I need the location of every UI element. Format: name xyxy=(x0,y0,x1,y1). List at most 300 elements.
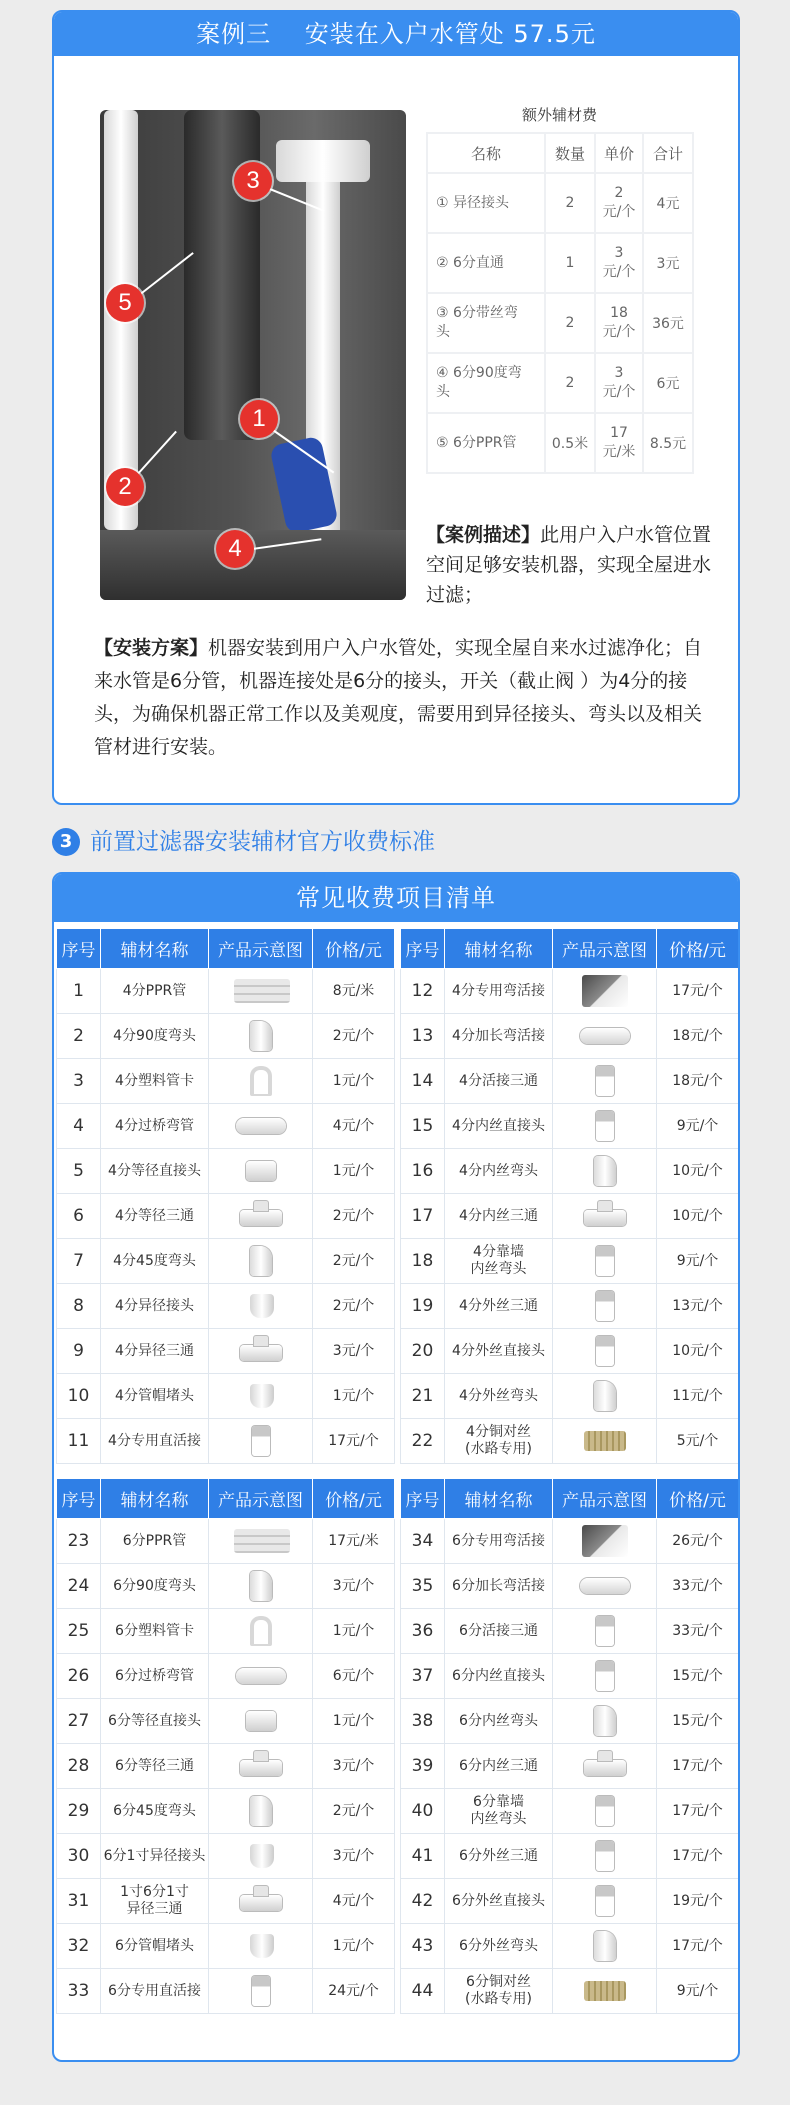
fee-item-total: 4元 xyxy=(643,173,693,233)
item-price: 17元/个 xyxy=(313,1419,395,1464)
item-price: 8元/米 xyxy=(313,969,395,1014)
item-price: 10元/个 xyxy=(657,1149,739,1194)
item-price: 26元/个 xyxy=(657,1519,739,1564)
item-image-cell xyxy=(553,1194,657,1239)
item-name: 6分1寸异径接头 xyxy=(101,1834,209,1879)
item-number: 27 xyxy=(57,1699,101,1744)
item-price: 24元/个 xyxy=(313,1969,395,2014)
header-price: 价格/元 xyxy=(313,1479,395,1519)
item-number: 44 xyxy=(401,1969,445,2014)
fee-item-name: ② 6分直通 xyxy=(427,233,545,293)
table-row xyxy=(57,1969,395,2014)
item-price: 2元/个 xyxy=(313,1284,395,1329)
fee-item-name: ⑤ 6分PPR管 xyxy=(427,413,545,473)
item-price: 17元/个 xyxy=(657,969,739,1014)
item-name: 4分管帽堵头 xyxy=(101,1374,209,1419)
case-description-text: 此用户入户水管位置空间足够安装机器，实现全屋进水过滤； xyxy=(426,524,712,606)
table-row xyxy=(57,1789,395,1834)
item-number: 40 xyxy=(401,1789,445,1834)
item-image-cell xyxy=(553,1564,657,1609)
case-description xyxy=(426,520,716,610)
table-row xyxy=(401,1789,739,1834)
item-name: 4分异径接头 xyxy=(101,1284,209,1329)
fitting-icon xyxy=(574,1793,636,1829)
item-name: 4分45度弯头 xyxy=(101,1239,209,1284)
table-row xyxy=(401,1329,739,1374)
fitting-icon xyxy=(230,1658,292,1694)
item-image-cell xyxy=(209,1059,313,1104)
item-number: 11 xyxy=(57,1419,101,1464)
fee-row xyxy=(427,233,693,293)
item-price: 11元/个 xyxy=(657,1374,739,1419)
item-price: 15元/个 xyxy=(657,1654,739,1699)
item-image-cell xyxy=(209,1014,313,1059)
section-number-badge: 3 xyxy=(52,828,80,856)
table-row xyxy=(401,1879,739,1924)
item-name: 6分活接三通 xyxy=(445,1609,553,1654)
fitting-icon xyxy=(230,1153,292,1189)
table-row xyxy=(401,1609,739,1654)
marker-5: 5 xyxy=(106,284,144,322)
fitting-icon xyxy=(230,1333,292,1369)
item-name: 6分等径三通 xyxy=(101,1744,209,1789)
fee-list-table xyxy=(400,928,739,1464)
item-price: 33元/个 xyxy=(657,1609,739,1654)
fitting-icon xyxy=(574,1928,636,1964)
table-row xyxy=(401,1374,739,1419)
table-row xyxy=(401,1104,739,1149)
table-row xyxy=(401,1924,739,1969)
fee-row xyxy=(427,293,693,353)
item-name: 4分外丝三通 xyxy=(445,1284,553,1329)
item-name: 4分过桥弯管 xyxy=(101,1104,209,1149)
item-price: 3元/个 xyxy=(313,1744,395,1789)
fee-row xyxy=(427,173,693,233)
item-number: 32 xyxy=(57,1924,101,1969)
item-image-cell xyxy=(553,1699,657,1744)
item-name: 6分专用直活接 xyxy=(101,1969,209,2014)
item-name: 4分等径直接头 xyxy=(101,1149,209,1194)
item-number: 8 xyxy=(57,1284,101,1329)
item-image-cell xyxy=(553,1284,657,1329)
item-number: 13 xyxy=(401,1014,445,1059)
item-number: 3 xyxy=(57,1059,101,1104)
item-name: 6分过桥弯管 xyxy=(101,1654,209,1699)
item-number: 17 xyxy=(401,1194,445,1239)
table-row xyxy=(57,1609,395,1654)
item-price: 15元/个 xyxy=(657,1699,739,1744)
item-price: 17元/个 xyxy=(657,1924,739,1969)
fitting-icon xyxy=(574,1658,636,1694)
fee-list-table xyxy=(400,1478,739,2014)
extra-fee-title: 额外辅材费 xyxy=(522,106,598,124)
table-row xyxy=(401,1654,739,1699)
fitting-icon xyxy=(574,1018,636,1054)
item-name: 6分塑料管卡 xyxy=(101,1609,209,1654)
fitting-icon xyxy=(230,1108,292,1144)
item-price: 17元/米 xyxy=(313,1519,395,1564)
item-name: 6分外丝三通 xyxy=(445,1834,553,1879)
item-name: 4分异径三通 xyxy=(101,1329,209,1374)
item-name: 6分靠墙 内丝弯头 xyxy=(445,1789,553,1834)
item-name: 4分内丝三通 xyxy=(445,1194,553,1239)
item-number: 24 xyxy=(57,1564,101,1609)
fitting-icon xyxy=(574,1568,636,1604)
item-name: 4分塑料管卡 xyxy=(101,1059,209,1104)
item-image-cell xyxy=(209,1519,313,1564)
item-price: 4元/个 xyxy=(313,1879,395,1924)
fitting-icon xyxy=(230,1973,292,2009)
section-title xyxy=(52,826,435,858)
item-image-cell xyxy=(209,1419,313,1464)
table-row xyxy=(57,1104,395,1149)
fitting-icon xyxy=(574,1288,636,1324)
item-image-cell xyxy=(209,1239,313,1284)
table-row xyxy=(57,1329,395,1374)
item-number: 31 xyxy=(57,1879,101,1924)
item-price: 17元/个 xyxy=(657,1744,739,1789)
case-card xyxy=(52,10,740,805)
item-image-cell xyxy=(209,1329,313,1374)
item-name: 4分PPR管 xyxy=(101,969,209,1014)
item-number: 19 xyxy=(401,1284,445,1329)
item-name: 4分等径三通 xyxy=(101,1194,209,1239)
item-image-cell xyxy=(209,1834,313,1879)
item-price: 9元/个 xyxy=(657,1239,739,1284)
header-material-name: 辅材名称 xyxy=(101,1479,209,1519)
item-image-cell xyxy=(209,1104,313,1149)
item-price: 18元/个 xyxy=(657,1059,739,1104)
fitting-icon xyxy=(230,1288,292,1324)
item-price: 17元/个 xyxy=(657,1834,739,1879)
item-number: 6 xyxy=(57,1194,101,1239)
item-number: 2 xyxy=(57,1014,101,1059)
item-name: 6分加长弯活接 xyxy=(445,1564,553,1609)
item-image-cell xyxy=(209,1699,313,1744)
item-image-cell xyxy=(209,1879,313,1924)
fee-header-name: 名称 xyxy=(427,133,545,173)
table-row xyxy=(401,1059,739,1104)
fitting-icon xyxy=(574,1108,636,1144)
table-row xyxy=(57,969,395,1014)
item-image-cell xyxy=(209,1564,313,1609)
item-image-cell xyxy=(553,1834,657,1879)
item-image-cell xyxy=(553,1789,657,1834)
item-name: 6分外丝弯头 xyxy=(445,1924,553,1969)
table-row xyxy=(57,1419,395,1464)
table-row xyxy=(401,1014,739,1059)
fitting-icon xyxy=(230,1613,292,1649)
fitting-icon xyxy=(574,1883,636,1919)
header-material-name: 辅材名称 xyxy=(445,1479,553,1519)
fee-header-total: 合计 xyxy=(643,133,693,173)
item-number: 12 xyxy=(401,969,445,1014)
fitting-icon xyxy=(230,1063,292,1099)
item-number: 38 xyxy=(401,1699,445,1744)
table-row xyxy=(57,1194,395,1239)
item-image-cell xyxy=(553,969,657,1014)
fitting-icon xyxy=(574,1153,636,1189)
item-price: 9元/个 xyxy=(657,1969,739,2014)
item-name: 4分铜对丝 (水路专用) xyxy=(445,1419,553,1464)
item-price: 1元/个 xyxy=(313,1149,395,1194)
fee-list-table xyxy=(56,1478,395,2014)
item-number: 14 xyxy=(401,1059,445,1104)
item-image-cell xyxy=(553,1654,657,1699)
fee-item-total: 8.5元 xyxy=(643,413,693,473)
header-material-name: 辅材名称 xyxy=(101,929,209,969)
table-row xyxy=(57,1519,395,1564)
item-name: 6分铜对丝 (水路专用) xyxy=(445,1969,553,2014)
item-name: 4分活接三通 xyxy=(445,1059,553,1104)
fitting-icon xyxy=(230,1928,292,1964)
table-header-row xyxy=(57,929,395,969)
item-name: 6分外丝直接头 xyxy=(445,1879,553,1924)
marker-2: 2 xyxy=(106,468,144,506)
fee-item-qty: 1 xyxy=(545,233,595,293)
item-image-cell xyxy=(553,1059,657,1104)
item-name: 4分外丝直接头 xyxy=(445,1329,553,1374)
item-name: 6分PPR管 xyxy=(101,1519,209,1564)
table-row xyxy=(401,1834,739,1879)
item-image-cell xyxy=(209,1789,313,1834)
fee-list-table xyxy=(56,928,395,1464)
item-price: 33元/个 xyxy=(657,1564,739,1609)
item-price: 1元/个 xyxy=(313,1059,395,1104)
item-number: 21 xyxy=(401,1374,445,1419)
item-name: 4分内丝直接头 xyxy=(445,1104,553,1149)
fitting-icon xyxy=(230,1568,292,1604)
item-price: 13元/个 xyxy=(657,1284,739,1329)
item-number: 25 xyxy=(57,1609,101,1654)
table-row xyxy=(57,1834,395,1879)
item-image-cell xyxy=(209,1149,313,1194)
table-row xyxy=(401,1419,739,1464)
fee-item-total: 6元 xyxy=(643,353,693,413)
table-row xyxy=(401,1969,739,2014)
item-number: 33 xyxy=(57,1969,101,2014)
fitting-icon xyxy=(574,1703,636,1739)
fee-item-name: ③ 6分带丝弯 头 xyxy=(427,293,545,353)
fee-item-unit: 3 元/个 xyxy=(595,233,643,293)
table-row xyxy=(57,1284,395,1329)
fitting-icon xyxy=(574,1378,636,1414)
item-number: 4 xyxy=(57,1104,101,1149)
table-row xyxy=(401,1744,739,1789)
item-name: 4分专用直活接 xyxy=(101,1419,209,1464)
item-image-cell xyxy=(209,1744,313,1789)
item-number: 15 xyxy=(401,1104,445,1149)
item-name: 6分管帽堵头 xyxy=(101,1924,209,1969)
item-name: 4分90度弯头 xyxy=(101,1014,209,1059)
header-price: 价格/元 xyxy=(313,929,395,969)
item-image-cell xyxy=(553,1104,657,1149)
item-image-cell xyxy=(209,1194,313,1239)
table-row xyxy=(57,1059,395,1104)
fee-item-unit: 3 元/个 xyxy=(595,353,643,413)
header-product-image: 产品示意图 xyxy=(209,929,313,969)
install-plan-text: 机器安装到用户入户水管处，实现全屋自来水过滤净化；自来水管是6分管，机器连接处是6分的接头，开关（截止阀 ）为4分的接头，为确保机器正常工作以及美观度，需要用到异径接头、弯头以及相关管材进行安装。 xyxy=(94,637,703,758)
fitting-icon xyxy=(230,1243,292,1279)
fitting-icon xyxy=(230,1793,292,1829)
table-row xyxy=(57,1564,395,1609)
fitting-icon xyxy=(230,1018,292,1054)
item-number: 29 xyxy=(57,1789,101,1834)
item-image-cell xyxy=(553,1329,657,1374)
item-image-cell xyxy=(553,1969,657,2014)
item-number: 37 xyxy=(401,1654,445,1699)
item-image-cell xyxy=(553,1519,657,1564)
item-image-cell xyxy=(553,1744,657,1789)
item-image-cell xyxy=(209,969,313,1014)
item-number: 23 xyxy=(57,1519,101,1564)
header-product-image: 产品示意图 xyxy=(209,1479,313,1519)
table-row xyxy=(401,1284,739,1329)
fee-item-unit: 17 元/米 xyxy=(595,413,643,473)
item-number: 7 xyxy=(57,1239,101,1284)
item-number: 20 xyxy=(401,1329,445,1374)
item-number: 18 xyxy=(401,1239,445,1284)
fee-header-unit: 单价 xyxy=(595,133,643,173)
item-image-cell xyxy=(553,1924,657,1969)
header-no: 序号 xyxy=(401,929,445,969)
item-number: 16 xyxy=(401,1149,445,1194)
fitting-icon xyxy=(574,1333,636,1369)
item-number: 9 xyxy=(57,1329,101,1374)
section-title-text: 前置过滤器安装辅材官方收费标准 xyxy=(90,829,435,855)
item-number: 5 xyxy=(57,1149,101,1194)
item-price: 18元/个 xyxy=(657,1014,739,1059)
table-row xyxy=(57,1924,395,1969)
item-image-cell xyxy=(209,1374,313,1419)
installation-photo xyxy=(100,110,406,600)
item-price: 3元/个 xyxy=(313,1834,395,1879)
item-price: 2元/个 xyxy=(313,1014,395,1059)
item-number: 34 xyxy=(401,1519,445,1564)
item-price: 19元/个 xyxy=(657,1879,739,1924)
item-price: 6元/个 xyxy=(313,1654,395,1699)
fitting-icon xyxy=(230,973,292,1009)
item-image-cell xyxy=(209,1969,313,2014)
fee-item-qty: 2 xyxy=(545,293,595,353)
item-image-cell xyxy=(209,1284,313,1329)
item-price: 4元/个 xyxy=(313,1104,395,1149)
table-row xyxy=(401,1149,739,1194)
item-name: 1寸6分1寸 异径三通 xyxy=(101,1879,209,1924)
item-name: 4分加长弯活接 xyxy=(445,1014,553,1059)
item-price: 2元/个 xyxy=(313,1194,395,1239)
item-price: 17元/个 xyxy=(657,1789,739,1834)
header-product-image: 产品示意图 xyxy=(553,1479,657,1519)
fee-item-unit: 18 元/个 xyxy=(595,293,643,353)
extra-fee-table xyxy=(426,132,694,474)
item-number: 28 xyxy=(57,1744,101,1789)
item-image-cell xyxy=(553,1609,657,1654)
table-row xyxy=(57,1374,395,1419)
fee-item-total: 36元 xyxy=(643,293,693,353)
fitting-icon xyxy=(574,1973,636,2009)
table-header-row xyxy=(401,929,739,969)
fee-row xyxy=(427,413,693,473)
header-no: 序号 xyxy=(401,1479,445,1519)
case-description-lead: 【案例描述】 xyxy=(426,524,541,546)
item-name: 4分内丝弯头 xyxy=(445,1149,553,1194)
table-header-row xyxy=(57,1479,395,1519)
item-number: 36 xyxy=(401,1609,445,1654)
fitting-icon xyxy=(574,1198,636,1234)
item-image-cell xyxy=(553,1239,657,1284)
table-row xyxy=(401,1194,739,1239)
table-row xyxy=(401,1699,739,1744)
table-row xyxy=(57,1879,395,1924)
item-number: 10 xyxy=(57,1374,101,1419)
marker-4: 4 xyxy=(216,530,254,568)
header-price: 价格/元 xyxy=(657,1479,739,1519)
fee-header-qty: 数量 xyxy=(545,133,595,173)
item-image-cell xyxy=(553,1374,657,1419)
table-row xyxy=(57,1239,395,1284)
case-title: 案例三 安装在入户水管处 57.5元 xyxy=(54,12,738,56)
fee-item-qty: 2 xyxy=(545,353,595,413)
fitting-icon xyxy=(574,1523,636,1559)
header-no: 序号 xyxy=(57,1479,101,1519)
header-product-image: 产品示意图 xyxy=(553,929,657,969)
fee-item-unit: 2 元/个 xyxy=(595,173,643,233)
fitting-icon xyxy=(574,1613,636,1649)
item-number: 30 xyxy=(57,1834,101,1879)
item-price: 10元/个 xyxy=(657,1194,739,1239)
fitting-icon xyxy=(574,1243,636,1279)
table-row xyxy=(57,1699,395,1744)
fee-list-title: 常见收费项目清单 xyxy=(54,874,738,922)
header-price: 价格/元 xyxy=(657,929,739,969)
fee-item-total: 3元 xyxy=(643,233,693,293)
item-image-cell xyxy=(553,1419,657,1464)
item-name: 6分专用弯活接 xyxy=(445,1519,553,1564)
item-number: 41 xyxy=(401,1834,445,1879)
fee-item-name: ① 异径接头 xyxy=(427,173,545,233)
table-header-row xyxy=(401,1479,739,1519)
item-name: 6分内丝直接头 xyxy=(445,1654,553,1699)
fitting-icon xyxy=(230,1423,292,1459)
fitting-icon xyxy=(230,1748,292,1784)
fee-item-qty: 0.5米 xyxy=(545,413,595,473)
item-price: 9元/个 xyxy=(657,1104,739,1149)
fitting-icon xyxy=(230,1883,292,1919)
item-number: 26 xyxy=(57,1654,101,1699)
header-no: 序号 xyxy=(57,929,101,969)
header-material-name: 辅材名称 xyxy=(445,929,553,969)
install-plan-lead: 【安装方案】 xyxy=(94,637,209,659)
fitting-icon xyxy=(230,1703,292,1739)
item-number: 42 xyxy=(401,1879,445,1924)
install-plan xyxy=(94,632,704,764)
filter-body xyxy=(184,110,260,440)
table-row xyxy=(401,1239,739,1284)
fitting-icon xyxy=(574,1063,636,1099)
item-name: 6分内丝三通 xyxy=(445,1744,553,1789)
fee-item-qty: 2 xyxy=(545,173,595,233)
item-number: 39 xyxy=(401,1744,445,1789)
item-price: 1元/个 xyxy=(313,1924,395,1969)
item-price: 3元/个 xyxy=(313,1564,395,1609)
table-row xyxy=(401,1564,739,1609)
fee-item-name: ④ 6分90度弯 头 xyxy=(427,353,545,413)
fee-row xyxy=(427,353,693,413)
item-number: 22 xyxy=(401,1419,445,1464)
marker-3: 3 xyxy=(234,162,272,200)
item-price: 1元/个 xyxy=(313,1374,395,1419)
